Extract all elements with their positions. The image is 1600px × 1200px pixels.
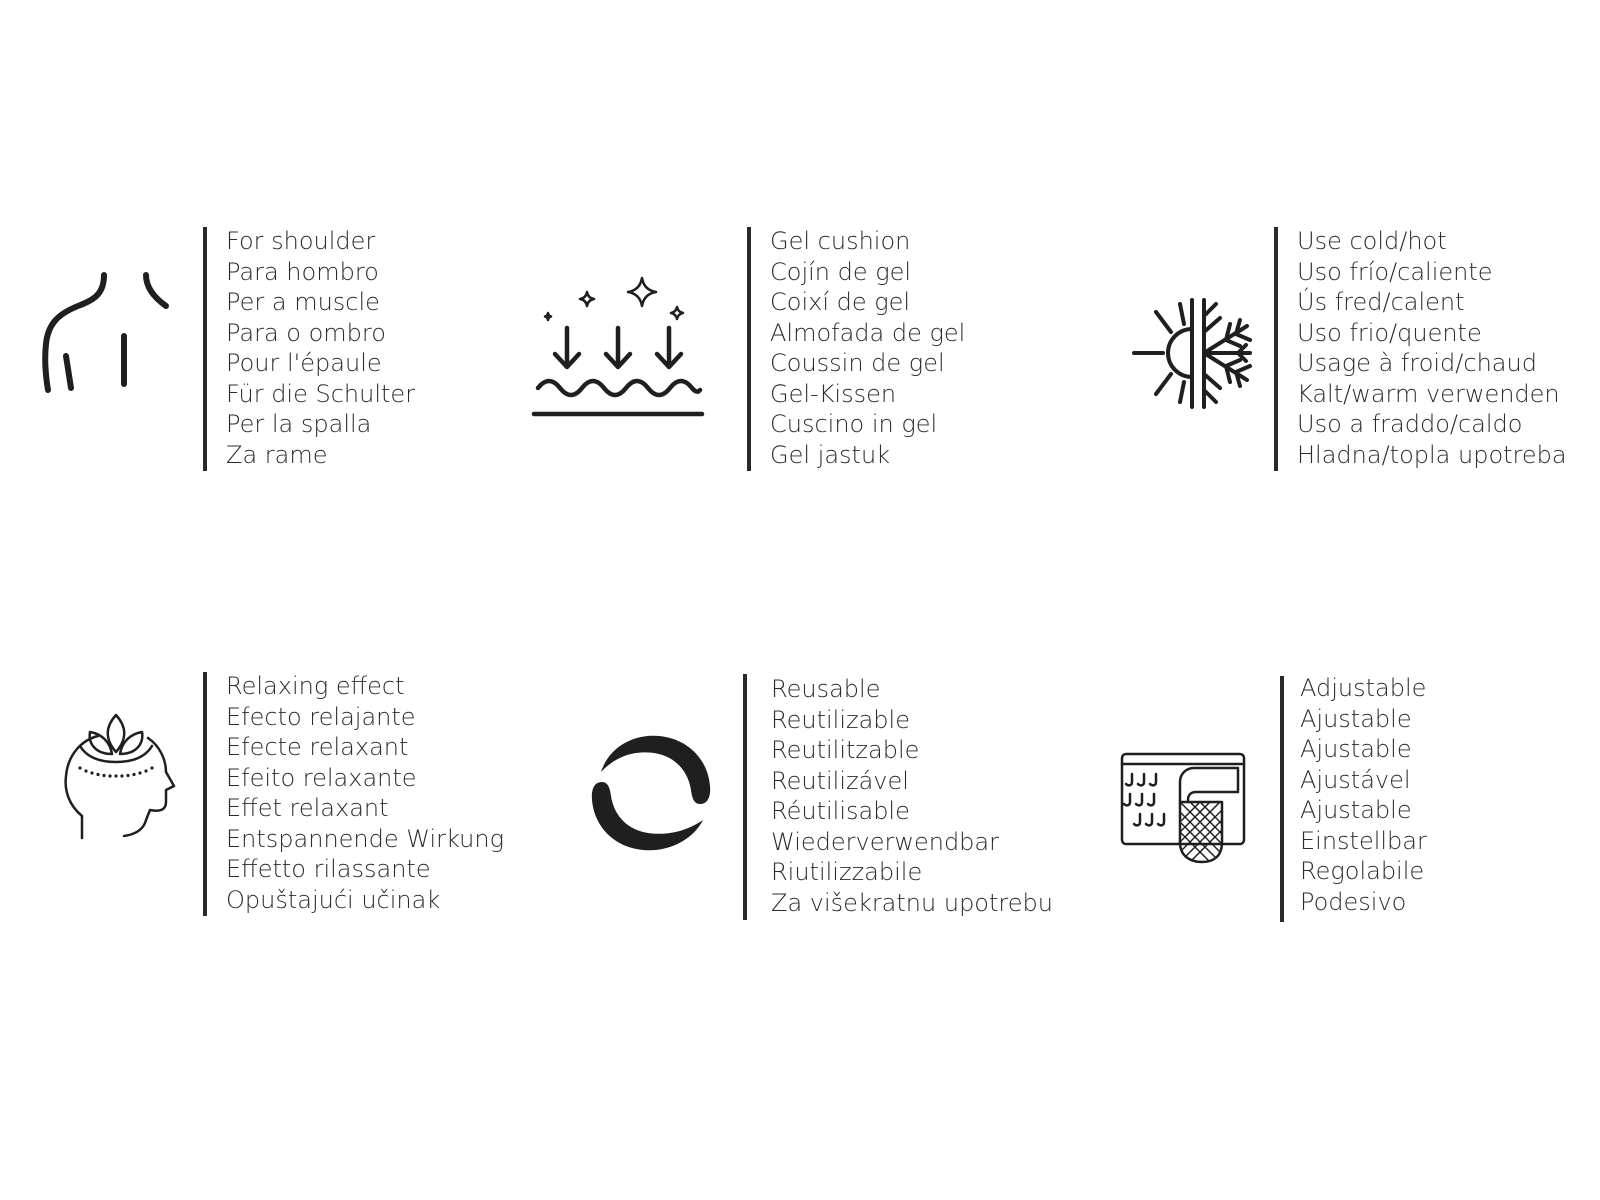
divider [1274,227,1278,471]
reusable-cycle-icon [590,732,715,854]
text-line: Relaxing effect [226,672,405,700]
text-line: Uso frío/caliente [1297,257,1493,286]
text-line: Riutilizzabile [771,858,923,886]
feature-text-list [771,674,1053,918]
relaxing-head-lotus-icon [62,712,177,842]
text-line: Hladna/topla upotreba [1297,440,1567,469]
divider [203,227,207,471]
text-line: Effetto rilassante [226,855,431,883]
text-line: Kalt/warm verwenden [1297,379,1560,408]
text-line: Effet relaxant [226,794,389,822]
text-line: Regolabile [1300,857,1425,885]
divider [1280,676,1284,922]
text-line: Per a muscle [226,288,380,316]
feature-text-list [770,226,965,470]
text-line: Einstellbar [1300,826,1427,855]
text-line: Efecto relajante [226,702,416,731]
text-line: Ajustable [1300,735,1412,763]
adjustable-strap-icon [1120,752,1250,867]
text-line: Per la spalla [226,410,372,438]
text-line: Reutilizable [771,705,910,734]
text-line: Réutilisable [771,797,910,825]
text-line: Adjustable [1300,674,1427,702]
text-line: Podesivo [1300,887,1407,916]
text-line: Coixí de gel [770,288,911,316]
text-line: Ajustável [1300,765,1411,794]
text-line: Za rame [226,440,328,469]
text-line: Use cold/hot [1297,227,1447,255]
divider [203,672,207,916]
text-line: Coussin de gel [770,349,945,377]
text-line: Reutilizável [771,766,909,795]
text-line: Wiederverwendbar [771,827,999,856]
text-line: Uso frio/quente [1297,318,1482,347]
text-line: Ús fred/calent [1297,288,1465,316]
shoulder-icon [38,272,173,397]
divider [743,674,747,920]
text-line: Almofada de gel [770,318,966,347]
text-line: Für die Schulter [226,379,416,408]
text-line: Pour l'épaule [226,349,382,377]
divider [747,227,751,471]
feature-text-list [1297,226,1567,470]
text-line: Opuštajući učinak [226,885,441,914]
sun-snowflake-icon [1130,296,1255,411]
gel-cushion-icon [530,272,705,417]
text-line: Ajustable [1300,796,1412,824]
text-line: Cojín de gel [770,257,912,286]
text-line: Reusable [771,675,881,703]
feature-text-list [226,226,415,470]
text-line: For shoulder [226,227,376,255]
text-line: Efecte relaxant [226,733,409,761]
text-line: Ajustable [1300,704,1412,733]
text-line: Usage à froid/chaud [1297,349,1537,377]
text-line: Para hombro [226,257,379,286]
text-line: Para o ombro [226,318,386,347]
text-line: Gel-Kissen [770,379,897,408]
text-line: Efeito relaxante [226,763,417,792]
feature-text-list [1300,673,1427,917]
text-line: Gel jastuk [770,440,891,469]
text-line: Entspannende Wirkung [226,824,504,853]
text-line: Za višekratnu upotrebu [771,888,1053,917]
feature-text-list [226,671,504,915]
text-line: Gel cushion [770,227,911,255]
text-line: Reutilitzable [771,736,920,764]
text-line: Cuscino in gel [770,410,938,438]
text-line: Uso a fraddo/caldo [1297,410,1523,438]
